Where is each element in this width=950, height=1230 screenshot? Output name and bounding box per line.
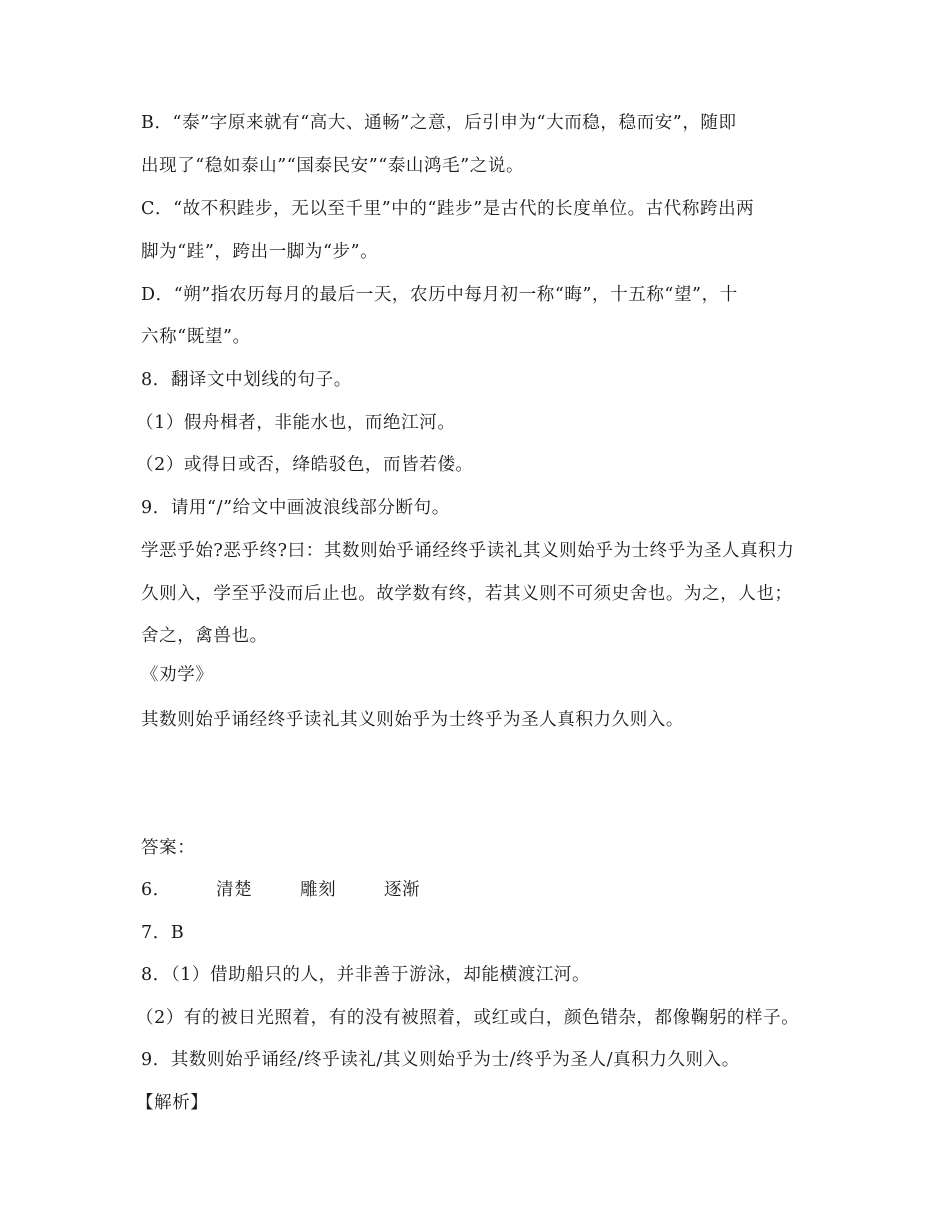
answer-6: [141, 878, 468, 902]
answer-6-number: 6．: [141, 880, 171, 900]
question-8-sentence-1: （1）假舟楫者，非能水也，而绝江河。: [136, 413, 456, 433]
question-8-sentence-2: （2）或得日或否，绛皓驳色，而皆若偻。: [136, 455, 474, 475]
option-b-line-2: 出现了“稳如泰山”“国泰民安”“泰山鸿毛”之说。: [141, 156, 525, 176]
answer-7: 7．B: [141, 923, 185, 943]
option-c-line-2: 脚为“跬”，跨出一脚为“步”。: [141, 242, 379, 262]
question-8-prompt: 8．翻译文中划线的句子。: [141, 370, 352, 390]
wavy-line-passage: 其数则始乎诵经终乎读礼其义则始乎为士终乎为圣人真积力久则入。: [141, 710, 684, 730]
analysis-heading: 【解析】: [136, 1093, 209, 1113]
answer-6-word-3: 逐渐: [384, 880, 421, 900]
question-9-prompt: 9．请用“/”给文中画波浪线部分断句。: [141, 498, 450, 518]
answer-8-1: 8．（1）借助船只的人，并非善于游泳，却能横渡江河。: [141, 965, 591, 985]
answer-9: 9．其数则始乎诵经/终乎读礼/其义则始乎为士/终乎为圣人/真积力久则入。: [141, 1050, 740, 1070]
answer-6-word-2: 雕刻: [300, 880, 337, 900]
question-9-text-line-2: 久则入，学至乎没而后止也。故学数有终，若其义则不可须史舍也。为之，人也；: [141, 584, 793, 604]
answers-heading: 答案：: [141, 838, 196, 858]
question-9-text-line-3: 舍之，禽兽也。: [141, 626, 268, 646]
option-c-line-1: C．“故不积跬步，无以至千里”中的“跬步”是古代的长度单位。古代称跨出两: [141, 199, 755, 219]
option-b-line-1: B．“泰”字原来就有“高大、通畅”之意，后引申为“大而稳，稳而安”，随即: [141, 113, 737, 133]
answer-6-word-1: 清楚: [216, 880, 253, 900]
option-d-line-2: 六称“既望”。: [141, 327, 251, 347]
option-d-line-1: D．“朔”指农历每月的最后一天，农历中每月初一称“晦”，十五称“望”，十: [141, 285, 738, 305]
source-title: 《劝学》: [141, 665, 214, 685]
answer-8-2: （2）有的被日光照着，有的没有被照着，或红或白，颜色错杂，都像鞠躬的样子。: [136, 1008, 800, 1028]
question-9-text-line-1: 学恶乎始?恶乎终?曰：其数则始乎诵经终乎读礼其义则始乎为士终乎为圣人真积力: [141, 541, 795, 561]
